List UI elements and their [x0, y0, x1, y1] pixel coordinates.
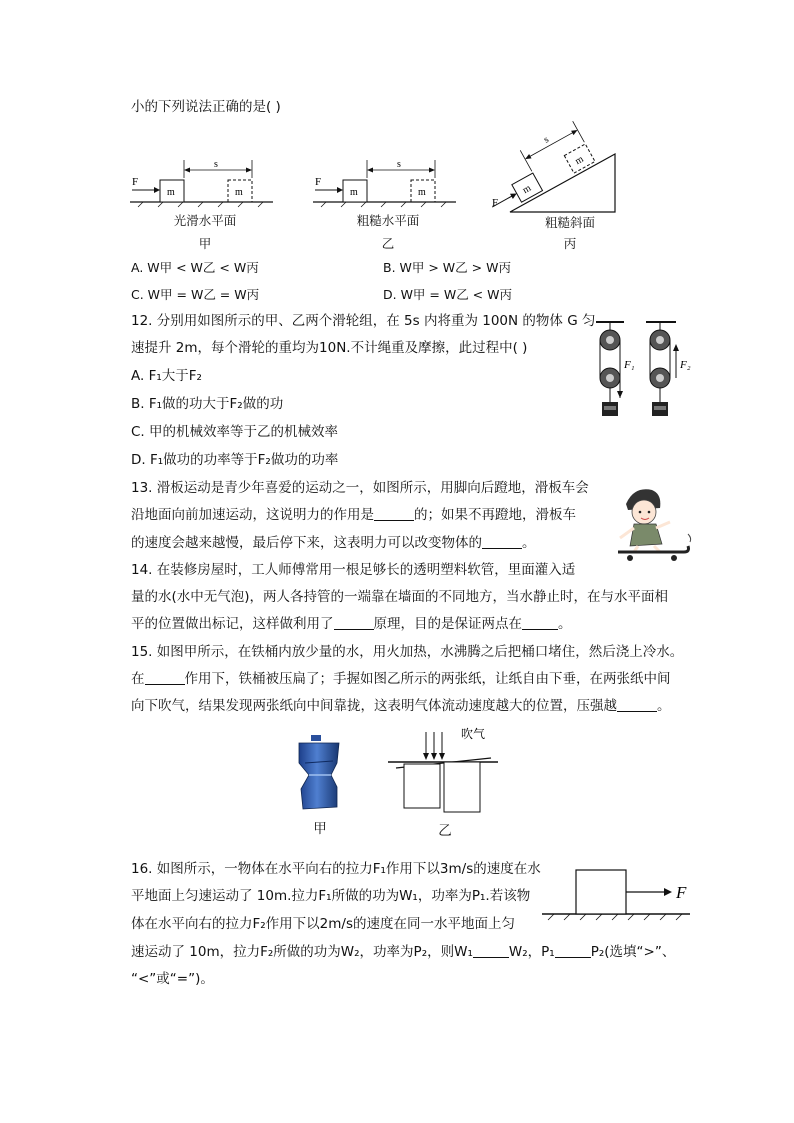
q12-option-c: C. 甲的机械效率等于乙的机械效率 [131, 424, 339, 440]
q15-line1: 15. 如图甲所示，在铁桶内放少量的水，用火加热，水沸腾之后把桶口堵住，然后浇上冷水。 [131, 644, 684, 660]
q12-line2: 速提升 2m，每个滑轮的重均为10N.不计绳重及摩擦，此过程中( ) [131, 340, 528, 356]
q12-pulley-figure [590, 318, 700, 426]
q16-force-label: F [676, 883, 687, 902]
q11-yi-surface: 粗糙水平面 [356, 213, 420, 228]
q11-bing-force: F [492, 197, 499, 209]
q11-jia-label: 甲 [198, 236, 212, 251]
q11-jia-surface: 光滑水平面 [173, 213, 237, 228]
q11-option-a: A. W甲 < W乙 < W丙 [131, 260, 259, 275]
q13-line2b: 的；如果不再蹬地，滑板车 [414, 507, 576, 523]
q15-fig-yi-label: 乙 [438, 823, 452, 839]
q11-jia-mass: m [167, 187, 175, 198]
q14-blank-1[interactable] [334, 615, 374, 630]
q14-line2: 量的水(水中无气泡)，两人各持管的一端靠在墙面的不同地方，当水静止时，在与水平面相 [131, 589, 669, 605]
q13-line3a: 的速度会越来越慢，最后停下来，这表明力可以改变物体的 [131, 535, 482, 551]
q13-line1: 13. 滑板运动是青少年喜爱的运动之一，如图所示，用脚向后蹬地，滑板车会 [131, 480, 589, 496]
q12-line1: 12. 分别用如图所示的甲、乙两个滑轮组，在 5s 内将重为 100N 的物体 G 匀 [131, 313, 596, 329]
q11-yi-force: F [315, 176, 322, 188]
q11-figure-yi [311, 152, 461, 212]
q11-jia-mass2: m [235, 187, 243, 198]
q13-blank-1[interactable] [374, 506, 414, 521]
q12-f2-label: F₂ [680, 359, 691, 371]
q16-blank-1[interactable] [473, 943, 509, 958]
q15-line2a: 在 [131, 671, 145, 687]
q15-fig-jia-label: 甲 [313, 821, 327, 837]
q11-bing-surface: 粗糙斜面 [544, 215, 595, 230]
q11-option-c: C. W甲 = W乙 = W丙 [131, 287, 260, 302]
q11-option-b: B. W甲 > W乙 > W丙 [383, 260, 511, 275]
q14-blank-2[interactable] [522, 615, 558, 630]
q16-blank-2[interactable] [555, 943, 591, 958]
q11-stem-tail: 小的下列说法正确的是( ) [131, 99, 281, 115]
q11-option-d: D. W甲 = W乙 < W丙 [383, 287, 512, 302]
q15-line2b: 作用下，铁桶被压扁了；手握如图乙所示的两张纸，让纸自由下垂，在两张纸中间 [184, 671, 671, 687]
q16-line4c: P₂(选填“>”、 [590, 944, 676, 960]
q16-block-figure [542, 864, 702, 924]
q12-option-b: B. F₁做的功大于F₂做的功 [131, 396, 284, 412]
q15-crushed-can-image [293, 733, 348, 813]
q16-line4a: 速运动了 10m，拉力F₂所做的功为W₂，功率为P₂，则W₁ [131, 944, 473, 960]
q16-line5: “<”或“=”)。 [131, 971, 214, 987]
q16-line4 [131, 942, 675, 962]
q11-bing-mass: m [520, 182, 534, 197]
q15-line3 [131, 696, 671, 716]
q11-figure-bing [490, 122, 620, 217]
q14-line3b: 原理，目的是保证两点在 [373, 616, 522, 632]
q13-line2 [131, 505, 576, 525]
q14-line3 [131, 614, 572, 634]
q13-line3 [131, 533, 536, 553]
q11-yi-dist: s [397, 159, 401, 170]
q12-f1-label: F₁ [624, 359, 635, 371]
q11-yi-label: 乙 [381, 236, 395, 251]
q11-bing-mass2: m [573, 153, 586, 168]
q14-line3a: 平的位置做出标记，这样做利用了 [131, 616, 334, 632]
q14-line3c: 。 [558, 616, 572, 632]
q16-line2: 平地面上匀速运动了 10m.拉力F₁所做的功为W₁，功率为P₁.若该物 [131, 888, 531, 904]
q15-blank-2[interactable] [617, 697, 657, 712]
q16-line4b: W₂，P₁ [508, 944, 555, 960]
q11-bing-dist: s [541, 134, 551, 146]
q15-blow-label: 吹气 [461, 727, 486, 741]
q11-figure-jia [128, 152, 278, 212]
q15-line3a: 向下吹气，结果发现两张纸向中间靠拢，这表明气体流动速度越大的位置，压强越 [131, 698, 617, 714]
q15-line2 [131, 669, 671, 689]
q15-paper-figure [386, 728, 506, 818]
q16-line3: 体在水平向右的拉力F₂作用下以2m/s的速度在同一水平地面上匀 [131, 916, 515, 932]
q14-line1: 14. 在装修房屋时，工人师傅常用一根足够长的透明塑料软管，里面灌入适 [131, 562, 576, 578]
q16-line1: 16. 如图所示，一物体在水平向右的拉力F₁作用下以3m/s的速度在水 [131, 861, 541, 877]
q12-option-d: D. F₁做功的功率等于F₂做功的功率 [131, 452, 339, 468]
q11-bing-label: 丙 [563, 236, 577, 251]
skateboard-girl-image [604, 482, 699, 562]
q13-line2a: 沿地面向前加速运动，这说明力的作用是 [131, 507, 374, 523]
q13-line3b: 。 [522, 535, 536, 551]
q13-blank-2[interactable] [482, 534, 522, 549]
q11-yi-mass2: m [418, 187, 426, 198]
q12-option-a: A. F₁大于F₂ [131, 368, 202, 384]
q15-blank-1[interactable] [145, 670, 185, 685]
q11-jia-force: F [132, 176, 139, 188]
q11-yi-mass: m [350, 187, 358, 198]
q15-line3b: 。 [657, 698, 671, 714]
q11-jia-dist: s [214, 159, 218, 170]
